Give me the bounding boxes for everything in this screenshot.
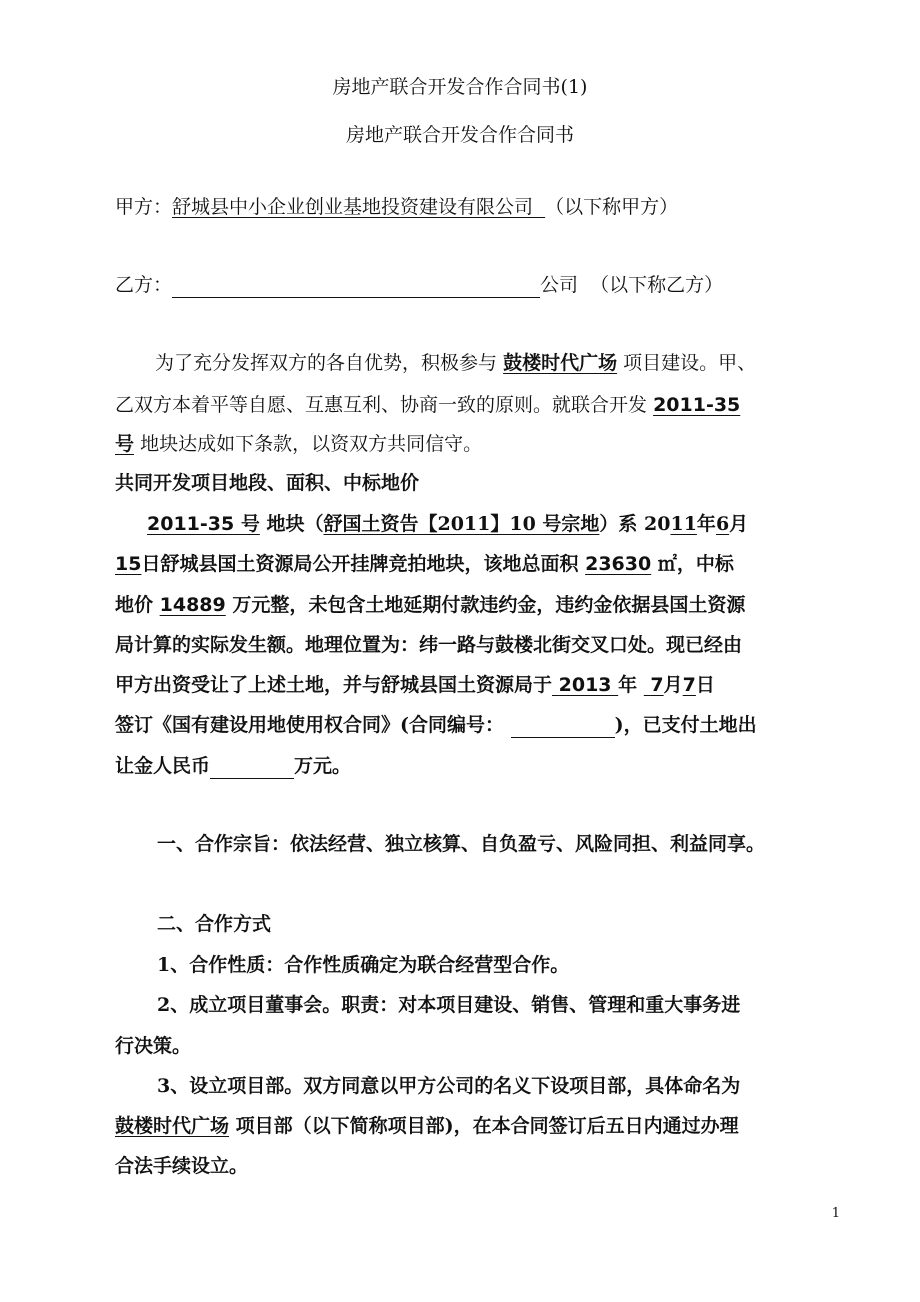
party-b-company: 公司 (540, 274, 579, 296)
section-2-item-3: 3、设立项目部。双方同意以甲方公司的名义下设项目部，具体命名为 (157, 1075, 741, 1097)
contract-number-blank (511, 717, 615, 738)
document-title: 房地产联合开发合作合同书(1) (332, 76, 588, 98)
land-text: 日 (695, 674, 715, 696)
plot-id: 2011-35 号 (147, 513, 260, 535)
land-line-6 (115, 712, 825, 738)
section-1-purpose: 一、合作宗旨：依法经营、独立核算、自负盈亏、风险同担、利益同享。 (157, 833, 766, 855)
contract-month: 7 (650, 674, 664, 696)
land-text: 让金人民币 (115, 755, 211, 777)
intro-text: 地块达成如下条款，以资双方共同信守。 (140, 433, 483, 455)
plot-number: 2011-35 (653, 394, 741, 416)
land-line-4: 局计算的实际发生额。地理位置为：纬一路与鼓楼北街交叉口处。现已经由 (115, 634, 743, 656)
page-number: 1 (831, 1206, 840, 1221)
intro-line-1 (155, 350, 825, 376)
land-text: 年 (696, 513, 716, 535)
intro-line-2 (115, 392, 825, 418)
party-b-label: 乙方： (115, 274, 173, 296)
payment-amount-blank (210, 758, 294, 779)
party-b-line (115, 272, 825, 298)
land-text: ㎡，中标 (657, 553, 734, 575)
section-2-item-1: 1、合作性质：合作性质确定为联合经营型合作。 (157, 954, 570, 976)
party-a-name: 舒城县中小企业创业基地投资建设有限公司 (172, 196, 534, 218)
land-line-2 (115, 551, 825, 577)
land-text: )，已支付土地出 (614, 714, 757, 736)
section-heading: 共同开发项目地段、面积、中标地价 (115, 472, 420, 494)
contract-year: 2013 (558, 674, 612, 696)
land-text: 月 (729, 513, 749, 535)
project-name: 鼓楼时代广场 (115, 1115, 230, 1137)
land-text: 签订《国有建设用地使用权合同》(合同编号： (115, 714, 504, 736)
section-2-text: 项目部（以下简称项目部)，在本合同签订后五日内通过办理 (235, 1115, 739, 1137)
land-line-5 (115, 672, 825, 698)
auction-day: 15 (115, 553, 142, 575)
intro-line-3 (115, 431, 825, 457)
party-a-line (115, 194, 825, 220)
party-a-label: 甲方： (115, 196, 173, 218)
land-text: 月 (663, 674, 683, 696)
land-line-1 (147, 511, 825, 537)
land-line-7 (115, 753, 825, 779)
project-name: 鼓楼时代广场 (503, 352, 618, 374)
land-text: 日舒城县国土资源局公开挂牌竞拍地块，该地总面积 (141, 553, 579, 575)
document-subtitle: 房地产联合开发合作合同书 (345, 124, 574, 146)
land-area: 23630 (585, 553, 652, 575)
land-line-3 (115, 592, 825, 618)
section-2-item-2: 2、成立项目董事会。职责：对本项目建设、销售、管理和重大事务进 (157, 994, 741, 1016)
section-2-item-2-cont: 行决策。 (115, 1035, 192, 1057)
section-2-heading: 二、合作方式 (157, 913, 272, 935)
land-text: 年 (618, 674, 638, 696)
party-b-suffix: （以下称乙方） (590, 274, 724, 296)
intro-text: 为了充分发挥双方的各自优势，积极参与 (155, 352, 498, 374)
land-text: ）系 20 (599, 513, 671, 535)
party-a-suffix: （以下称甲方） (545, 196, 679, 218)
plot-number-suffix: 号 (115, 433, 135, 455)
land-text: 甲方出资受让了上述土地，并与舒城县国土资源局于 (115, 674, 553, 696)
intro-text: 项目建设。甲、 (623, 352, 757, 374)
auction-year-suffix: 11 (670, 513, 697, 535)
party-b-name-blank (172, 277, 540, 298)
land-text: 地价 (115, 594, 154, 616)
winning-price: 14889 (159, 594, 226, 616)
section-2-item-3-cont (115, 1113, 840, 1139)
land-text: 万元。 (294, 755, 352, 777)
intro-text: 乙双方本着平等自愿、互惠互利、协商一致的原则。就联合开发 (115, 394, 648, 416)
contract-day: 7 (682, 674, 696, 696)
land-text: 万元整，未包含土地延期付款违约金，违约金依据县国土资源 (232, 594, 746, 616)
land-reference: 舒国土资告【2011】10 号宗地 (323, 513, 600, 535)
section-2-item-3-end: 合法手续设立。 (115, 1155, 249, 1177)
land-text: 地块（ (266, 513, 324, 535)
auction-month: 6 (715, 513, 730, 535)
